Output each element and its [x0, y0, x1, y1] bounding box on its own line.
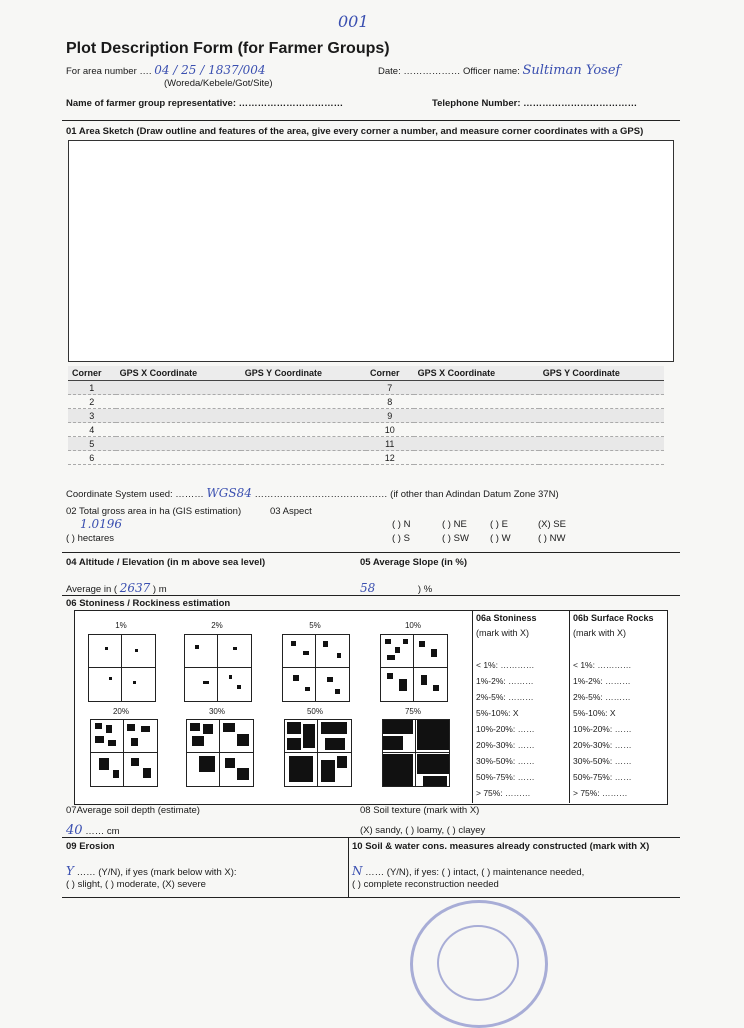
- table-row: [68, 409, 664, 423]
- gps-x-cell[interactable]: [414, 395, 539, 409]
- stoniness-figure-1pct: [88, 634, 156, 702]
- surface-rock-option[interactable]: 10%-20%: ……: [573, 724, 632, 734]
- corner-number: 10: [366, 423, 414, 437]
- stoniness-option[interactable]: 2%-5%: ………: [476, 692, 534, 702]
- soil-texture-value[interactable]: (X) sandy, ( ) loamy, ( ) clayey: [360, 825, 486, 836]
- gps-x-cell[interactable]: [414, 423, 539, 437]
- stoniness-label: 06 Stoniness / Rockiness estimation: [66, 598, 231, 609]
- gps-y-cell[interactable]: [539, 437, 664, 451]
- representative-label[interactable]: Name of farmer group representative: ……………………………: [66, 98, 344, 109]
- stoniness-figure-label: 5%: [309, 621, 321, 630]
- stoniness-figure-50pct: [284, 719, 352, 787]
- soil-depth-row: [66, 823, 120, 838]
- soil-texture-label: 08 Soil texture (mark with X): [360, 805, 480, 816]
- area-number-sublabel: (Woreda/Kebele/Got/Site): [164, 78, 273, 89]
- surface-rock-option[interactable]: 1%-2%: ………: [573, 676, 631, 686]
- gps-x-cell[interactable]: [116, 437, 241, 451]
- gps-x-cell[interactable]: [414, 409, 539, 423]
- aspect-option[interactable]: ( ) E: [490, 519, 508, 530]
- surface-rock-option[interactable]: > 75%: ………: [573, 788, 628, 798]
- stoniness-figure-label: 30%: [208, 707, 225, 716]
- surface-rock-option[interactable]: 30%-50%: ……: [573, 756, 632, 766]
- stoniness-figure-label: 1%: [115, 621, 127, 630]
- gps-x-cell[interactable]: [414, 451, 539, 465]
- aspect-option[interactable]: ( ) NE: [442, 519, 467, 530]
- gps-y-cell[interactable]: [241, 381, 366, 395]
- gps-y-cell[interactable]: [241, 423, 366, 437]
- stoniness-option[interactable]: 1%-2%: ………: [476, 676, 534, 686]
- erosion-yn-value[interactable]: Y: [66, 864, 74, 878]
- stoniness-figure-75pct: [382, 719, 450, 787]
- aspect-option[interactable]: ( ) SW: [442, 533, 469, 544]
- corner-number: 1: [68, 381, 116, 395]
- gps-y-cell[interactable]: [539, 451, 664, 465]
- divider: [62, 837, 680, 838]
- officer-name-value[interactable]: Sultiman Yosef: [522, 63, 621, 78]
- soil-water-line2[interactable]: ( ) complete reconstruction needed: [352, 879, 499, 890]
- area-sketch-label: 01 Area Sketch (Draw outline and features of the area, give every corner a number, and measure corner coordinates with a GPS): [66, 126, 644, 137]
- stoniness-figure-10pct: [380, 634, 448, 702]
- gps-y-cell[interactable]: [241, 409, 366, 423]
- corner-number: 8: [366, 395, 414, 409]
- gps-x-cell[interactable]: [414, 381, 539, 395]
- gross-area-value[interactable]: 1.0196: [80, 517, 122, 531]
- stoniness-figure-label: 10%: [404, 621, 421, 630]
- gps-x-cell[interactable]: [116, 381, 241, 395]
- col-header: GPS X Coordinate: [116, 366, 241, 381]
- table-row: [68, 437, 664, 451]
- gps-y-cell[interactable]: [539, 381, 664, 395]
- surface-rock-option-selected[interactable]: 5%-10%: X: [573, 708, 616, 718]
- area-sketch-box[interactable]: [68, 140, 674, 362]
- erosion-label: 09 Erosion: [66, 841, 115, 852]
- aspect-option[interactable]: ( ) S: [392, 533, 410, 544]
- stoniness-figure-label: 2%: [211, 621, 223, 630]
- corner-number: 12: [366, 451, 414, 465]
- corner-number: 11: [366, 437, 414, 451]
- soil-depth-label: 07Average soil depth (estimate): [66, 805, 200, 816]
- table-row: [68, 451, 664, 465]
- altitude-value[interactable]: 2637: [119, 581, 151, 595]
- col-header: GPS Y Coordinate: [241, 366, 366, 381]
- coordinate-system-label: Coordinate System used: ………: [66, 489, 204, 500]
- gross-area-label: 02 Total gross area in ha (GIS estimation): [66, 506, 242, 517]
- form-title: Plot Description Form (for Farmer Groups): [66, 40, 390, 57]
- gps-y-cell[interactable]: [539, 423, 664, 437]
- aspect-option[interactable]: ( ) NW: [538, 533, 566, 544]
- surface-rock-option[interactable]: 20%-30%: ……: [573, 740, 632, 750]
- column-divider: [569, 610, 570, 803]
- coordinate-system-suffix: …………………………………… (if other than Adindan Datum Zone 37N): [254, 489, 559, 500]
- slope-value[interactable]: 58: [360, 581, 376, 595]
- telephone-label[interactable]: Telephone Number: ………………………………: [432, 98, 638, 109]
- divider: [62, 595, 680, 596]
- stoniness-figure-label: 50%: [306, 707, 323, 716]
- gps-y-cell[interactable]: [539, 409, 664, 423]
- corner-number: 3: [68, 409, 116, 423]
- stoniness-option[interactable]: > 75%: ………: [476, 788, 531, 798]
- column-divider: [348, 837, 349, 897]
- gps-x-cell[interactable]: [116, 395, 241, 409]
- stoniness-option[interactable]: < 1%: …………: [476, 660, 535, 670]
- stamp-inner-ring: [437, 925, 519, 1001]
- col-header: Corner: [68, 366, 116, 381]
- col-header: GPS Y Coordinate: [539, 366, 664, 381]
- divider: [62, 552, 680, 553]
- date-officer-row: [378, 63, 620, 78]
- erosion-yn-row: [66, 864, 237, 878]
- erosion-severity[interactable]: ( ) slight, ( ) moderate, (X) severe: [66, 879, 206, 890]
- corner-number: 2: [68, 395, 116, 409]
- aspect-label: 03 Aspect: [270, 506, 312, 517]
- stoniness-figure-5pct: [282, 634, 350, 702]
- table-row: [68, 381, 664, 395]
- aspect-option[interactable]: ( ) N: [392, 519, 411, 530]
- soil-depth-unit: …… cm: [85, 826, 120, 837]
- soil-depth-value[interactable]: 40: [66, 823, 83, 838]
- corner-number: 7: [366, 381, 414, 395]
- corner-number: 5: [68, 437, 116, 451]
- gps-y-cell[interactable]: [241, 437, 366, 451]
- gps-y-cell[interactable]: [241, 395, 366, 409]
- altitude-avg-label: Average in (: [66, 584, 118, 595]
- stoniness-option[interactable]: 30%-50%: ……: [476, 756, 535, 766]
- slope-unit: ) %: [417, 584, 433, 595]
- column-divider: [472, 610, 473, 803]
- slope-label: 05 Average Slope (in %): [360, 557, 467, 568]
- stoniness-col-a-sub: (mark with X): [476, 628, 530, 638]
- divider: [62, 120, 680, 121]
- gps-coordinate-table: [68, 366, 664, 465]
- stoniness-option-selected[interactable]: 5%-10%: X: [476, 708, 519, 718]
- stoniness-col-b-sub: (mark with X): [573, 628, 627, 638]
- soil-water-line1: …… (Y/N), if yes: ( ) intact, ( ) maintenance needed,: [365, 867, 585, 878]
- stoniness-col-b-heading: 06b Surface Rocks: [573, 613, 654, 623]
- surface-rock-option[interactable]: 50%-75%: ……: [573, 772, 632, 782]
- stoniness-figure-label: 75%: [404, 707, 421, 716]
- altitude-label: 04 Altitude / Elevation (in m above sea level): [66, 557, 266, 568]
- slope-row: [360, 581, 432, 595]
- aspect-option-selected[interactable]: (X) SE: [538, 519, 566, 530]
- coordinate-system-row: [66, 486, 559, 500]
- stoniness-figure-label: 20%: [112, 707, 129, 716]
- gps-x-cell[interactable]: [116, 451, 241, 465]
- corner-number: 9: [366, 409, 414, 423]
- soil-water-yn-row: [352, 864, 584, 878]
- area-number-label: For area number ….: [66, 66, 152, 77]
- stoniness-figure-30pct: [186, 719, 254, 787]
- altitude-row: [66, 581, 167, 595]
- stoniness-option[interactable]: 20%-30%: ……: [476, 740, 535, 750]
- soil-water-label: 10 Soil & water cons. measures already constructed (mark with X): [352, 841, 650, 852]
- gps-x-cell[interactable]: [414, 437, 539, 451]
- official-stamp-icon: [410, 900, 548, 1028]
- stoniness-option[interactable]: 50%-75%: ……: [476, 772, 535, 782]
- stoniness-figure-2pct: [184, 634, 252, 702]
- erosion-yn-label: …… (Y/N), if yes (mark below with X):: [76, 867, 237, 878]
- gps-x-cell[interactable]: [116, 409, 241, 423]
- area-number-row: [66, 63, 266, 77]
- col-header: Corner: [366, 366, 414, 381]
- corner-number: 4: [68, 423, 116, 437]
- page-mark: 001: [338, 12, 369, 31]
- col-header: GPS X Coordinate: [414, 366, 539, 381]
- aspect-option[interactable]: ( ) W: [490, 533, 511, 544]
- stoniness-option[interactable]: 10%-20%: ……: [476, 724, 535, 734]
- corner-number: 6: [68, 451, 116, 465]
- gps-x-cell[interactable]: [116, 423, 241, 437]
- stoniness-figure-20pct: [90, 719, 158, 787]
- surface-rock-option[interactable]: 2%-5%: ………: [573, 692, 631, 702]
- coordinate-system-value[interactable]: WGS84: [206, 486, 252, 500]
- surface-rock-option[interactable]: < 1%: …………: [573, 660, 632, 670]
- date-officer-label: Date: ……………… Officer name:: [378, 66, 520, 77]
- gps-y-cell[interactable]: [241, 451, 366, 465]
- area-number-value[interactable]: 04 / 25 / 1837/004: [154, 63, 266, 77]
- altitude-unit: ) m: [152, 584, 167, 595]
- table-row: [68, 423, 664, 437]
- gps-y-cell[interactable]: [539, 395, 664, 409]
- divider: [62, 897, 680, 898]
- stoniness-col-a-heading: 06a Stoniness: [476, 613, 537, 623]
- soil-water-yn-value[interactable]: N: [352, 864, 363, 878]
- table-row: [68, 395, 664, 409]
- gross-area-unit: ( ) hectares: [66, 533, 115, 544]
